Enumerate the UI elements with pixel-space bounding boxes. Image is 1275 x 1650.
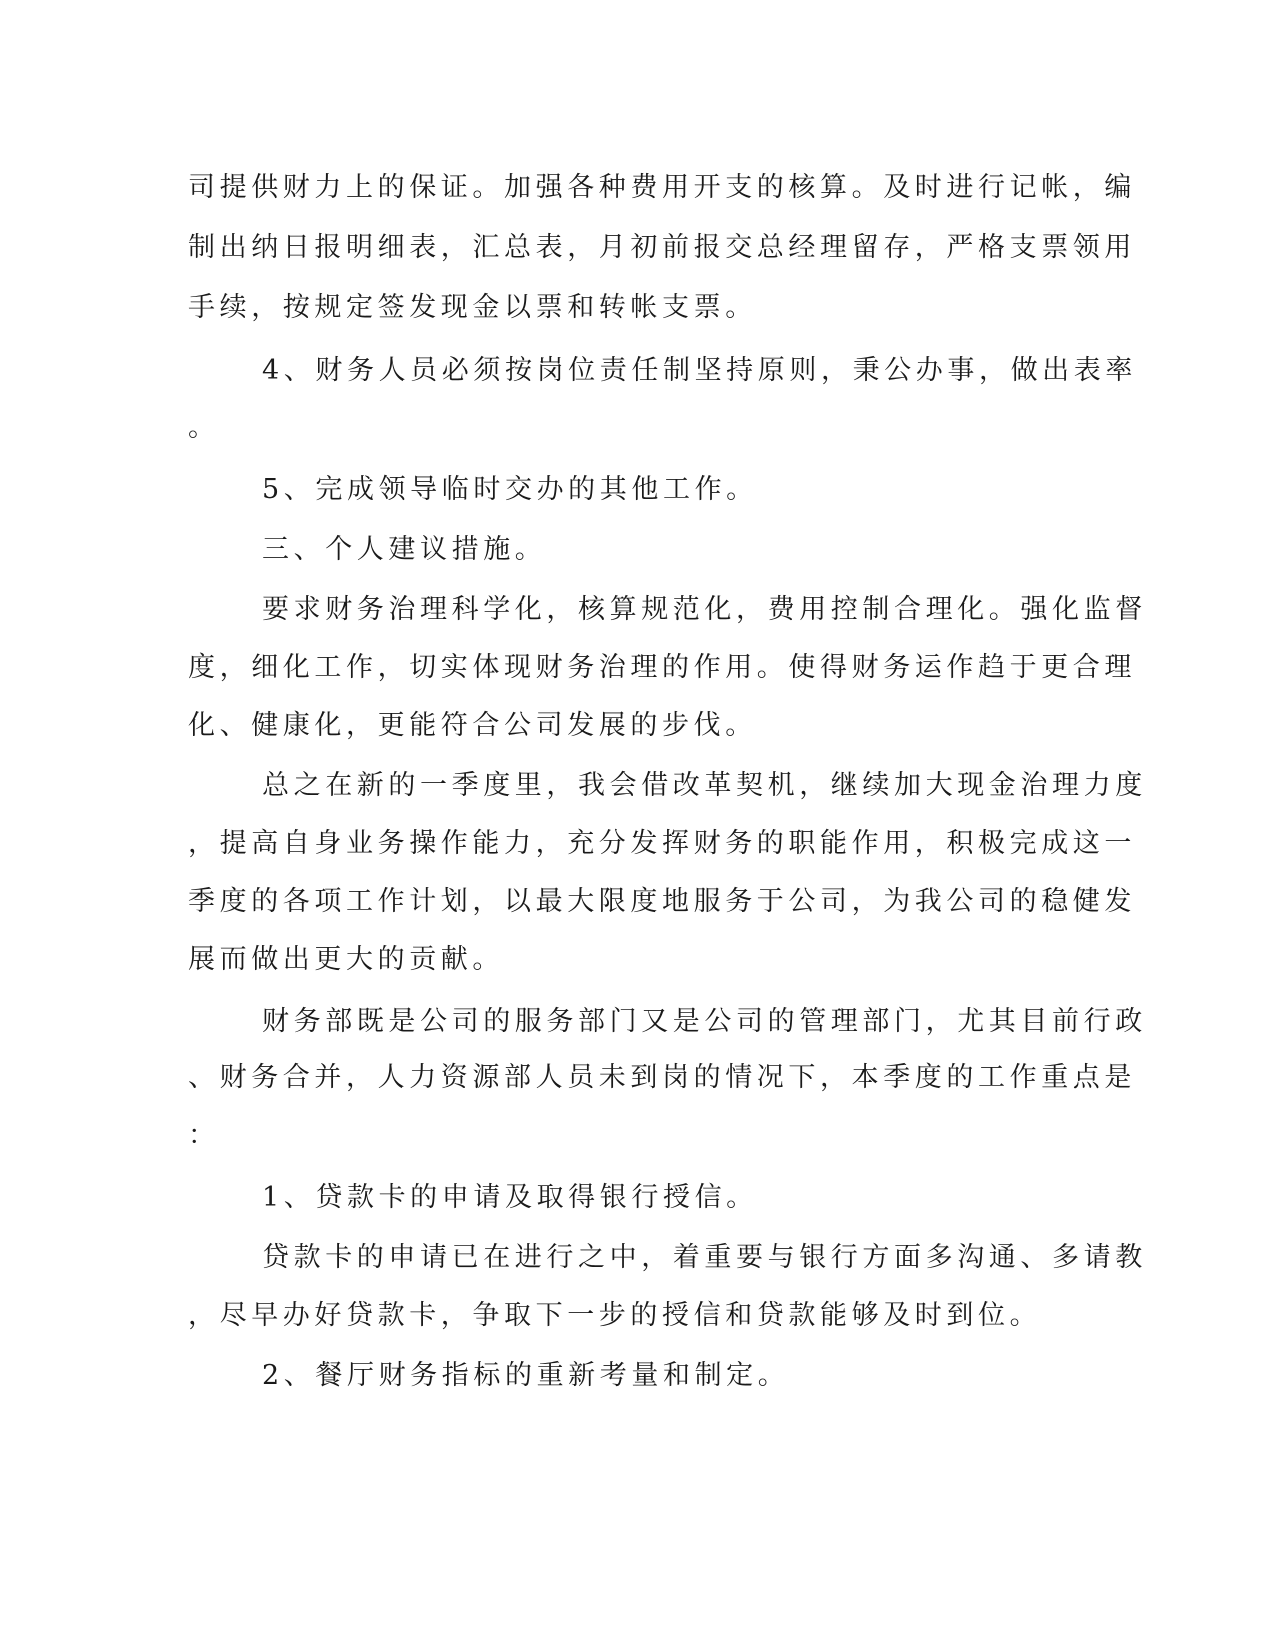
- text-line: 度，细化工作，切实体现财务治理的作用。使得财务运作趋于更合理: [188, 652, 1136, 683]
- text-line: 制出纳日报明细表，汇总表，月初前报交总经理留存，严格支票领用: [188, 232, 1136, 263]
- text-line: 1、贷款卡的申请及取得银行授信。: [262, 1182, 758, 1213]
- text-line: 、财务合并，人力资源部人员未到岗的情况下，本季度的工作重点是: [188, 1062, 1136, 1093]
- text-line: 总之在新的一季度里，我会借改革契机，继续加大现金治理力度: [262, 770, 1147, 801]
- text-line: 财务部既是公司的服务部门又是公司的管理部门，尤其目前行政: [262, 1006, 1147, 1037]
- text-line: ：: [188, 1120, 220, 1151]
- text-line: 季度的各项工作计划，以最大限度地服务于公司，为我公司的稳健发: [188, 886, 1136, 917]
- text-line: 手续，按规定签发现金以票和转帐支票。: [188, 292, 757, 323]
- text-line: 5、完成领导临时交办的其他工作。: [262, 474, 758, 505]
- text-line: ，提高自身业务操作能力，充分发挥财务的职能作用，积极完成这一: [188, 828, 1136, 859]
- text-line: 4、财务人员必须按岗位责任制坚持原则，秉公办事，做出表率: [262, 355, 1137, 386]
- text-line: 三、个人建议措施。: [262, 534, 547, 565]
- text-line: 贷款卡的申请已在进行之中，着重要与银行方面多沟通、多请教: [262, 1242, 1147, 1273]
- text-line: 2、餐厅财务指标的重新考量和制定。: [262, 1360, 790, 1391]
- text-line: 要求财务治理科学化，核算规范化，费用控制合理化。强化监督: [262, 594, 1147, 625]
- text-line: 展而做出更大的贡献。: [188, 944, 504, 975]
- text-line: ，尽早办好贷款卡，争取下一步的授信和贷款能够及时到位。: [188, 1300, 1042, 1331]
- text-line: 。: [188, 412, 220, 443]
- text-line: 司提供财力上的保证。加强各种费用开支的核算。及时进行记帐，编: [188, 172, 1136, 203]
- text-line: 化、健康化，更能符合公司发展的步伐。: [188, 710, 757, 741]
